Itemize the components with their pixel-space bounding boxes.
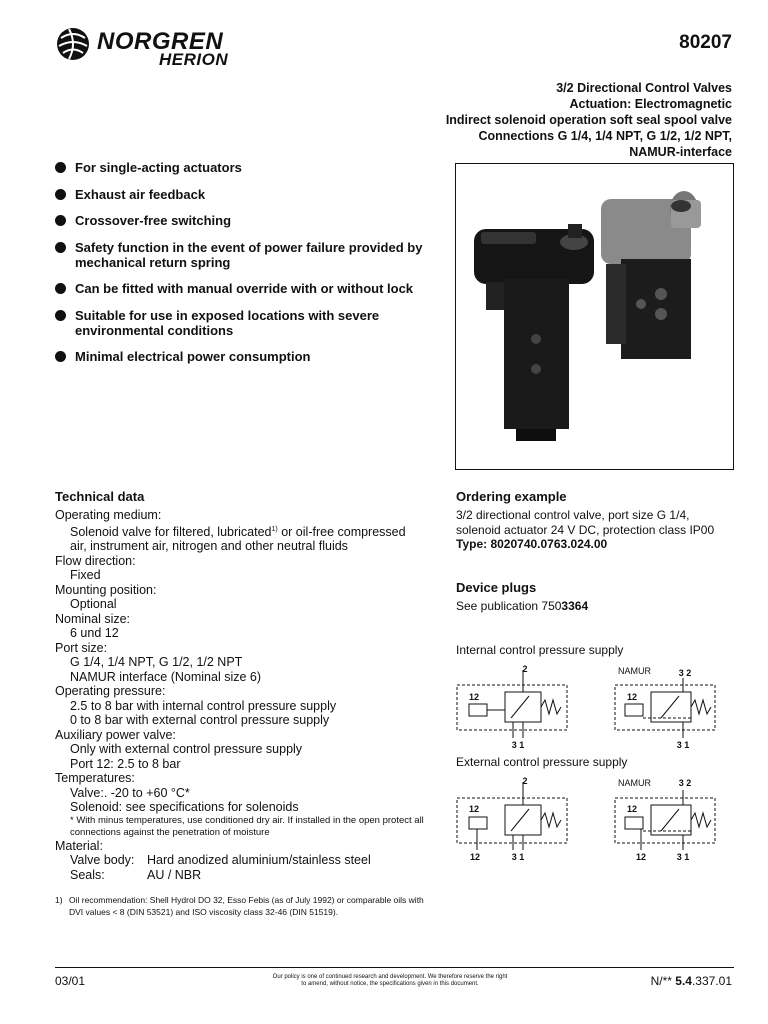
spec-value: 6 und 12 [70, 626, 119, 641]
valve-symbols-diagram [455, 660, 745, 870]
namur-label: NAMUR [618, 778, 651, 788]
ref-section: 5.4 [675, 974, 692, 988]
port-label: 2 [522, 664, 528, 674]
spec-value: Valve:. -20 to +60 °C* [70, 785, 190, 800]
globe-icon [55, 26, 91, 62]
spec-label: Nominal size: [55, 611, 131, 626]
feature-item: Minimal electrical power consumption [55, 349, 445, 364]
footnote [55, 894, 435, 918]
product-heading [446, 80, 732, 160]
spec-label: Auxiliary power valve: [55, 727, 176, 742]
spec-value: Hard anodized aluminium/stainless steel [147, 853, 371, 868]
section-title: Technical data [55, 489, 145, 504]
port-label: 3 1 [511, 852, 525, 862]
spec-value: Solenoid: see specifications for solenoids [70, 800, 299, 815]
spec-value-text: Solenoid valve for filtered, lubricated [70, 524, 272, 539]
ordering-text: solenoid actuator 24 V DC, protection class IP00 [456, 522, 715, 537]
footer-date: 03/01 [55, 974, 86, 988]
footnote-mark: 1) [55, 895, 63, 905]
spec-value: G 1/4, 1/4 NPT, G 1/2, 1/2 NPT [70, 655, 243, 670]
spec-label: Port size: [55, 640, 108, 655]
heading-line: Connections G 1/4, 1/4 NPT, G 1/2, 1/2 NPT, [478, 129, 732, 143]
ordering-text: 3/2 directional control valve, port size G 1/4, [456, 508, 690, 522]
footer-reference [651, 974, 732, 988]
port-label: 3 1 [676, 852, 690, 862]
plugs-text-a: See publication 750 [456, 599, 562, 613]
ref-prefix: N/** [650, 974, 676, 988]
spec-value: Port 12: 2.5 to 8 bar [70, 756, 181, 771]
feature-item: Safety function in the event of power failure provided by mechanical return spring [55, 240, 445, 270]
ordering-type: Type: 8020740.0763.024.00 [456, 537, 608, 551]
port-label: 3 1 [511, 740, 525, 750]
material-row [55, 853, 435, 868]
section-title: Ordering example [456, 489, 567, 504]
feature-item: For single-acting actuators [55, 160, 445, 175]
brand-name: NORGREN [97, 28, 224, 55]
plugs-text [456, 599, 746, 614]
port-label: 3 2 [678, 668, 692, 678]
spec-label: Mounting position: [55, 582, 157, 597]
port-label: 12 [469, 852, 481, 862]
feature-item: Exhaust air feedback [55, 187, 445, 202]
namur-label: NAMUR [618, 666, 651, 676]
port-label: 12 [469, 804, 480, 814]
footer-policy [230, 974, 550, 988]
document-number: 80207 [679, 32, 732, 53]
technical-data [55, 489, 435, 882]
spec-value: Optional [70, 597, 117, 612]
heading-line: NAMUR-interface [629, 145, 732, 159]
plugs-text-b: 3364 [561, 599, 589, 613]
feature-item: Can be fitted with manual override with or without lock [55, 281, 445, 296]
heading-line: Indirect solenoid operation soft seal spool valve [445, 113, 732, 127]
footer-divider [55, 967, 734, 968]
material-row [55, 868, 435, 883]
spec-label: Operating medium: [55, 508, 162, 522]
footnote-text: Oil recommendation: Shell Hydrol DO 32, Esso Febis (as of July 1992) or comparable oils with DVI values < 8 (DIN 53521) and ISO viscosity class 32-46 (DIN 51519). [69, 895, 424, 917]
spec-label: Valve body: [70, 853, 135, 868]
port-label: 2 [522, 776, 528, 786]
valve-photo-image [456, 164, 733, 469]
external-caption: External control pressure supply [456, 755, 628, 769]
section-title: Device plugs [456, 580, 537, 595]
internal-caption: Internal control pressure supply [456, 643, 624, 657]
spec-label: Operating pressure: [55, 684, 166, 699]
spec-value: air, instrument air, nitrogen and other neutral fluids [70, 539, 348, 554]
spec-value: NAMUR interface (Nominal size 6) [70, 669, 262, 684]
policy-line: Our policy is one of continued research and development. We therefore reserve the right [272, 974, 508, 980]
heading-line: 3/2 Directional Control Valves [556, 81, 732, 95]
spec-value: 0 to 8 bar with external control pressure supply [70, 713, 330, 728]
ordering-example [456, 489, 746, 552]
feature-list [55, 160, 445, 376]
port-label: 3 2 [678, 778, 692, 788]
feature-item: Crossover-free switching [55, 213, 445, 228]
feature-item: Suitable for use in exposed locations with severe environmental conditions [55, 308, 445, 338]
spec-label: Flow direction: [55, 553, 136, 568]
spec-label: Temperatures: [55, 771, 135, 786]
ref-suffix: .337.01 [691, 974, 732, 988]
port-label: 12 [627, 804, 638, 814]
spec-label: Seals: [70, 867, 105, 882]
temperature-note: * With minus temperatures, use conditioned dry air. If installed in the open protect all connections against the penetration of moisture [70, 814, 424, 838]
spec-value: Only with external control pressure supply [70, 742, 303, 757]
spec-value: AU / NBR [147, 867, 202, 882]
policy-line: to amend, without notice, the specifications given in this document. [301, 981, 479, 987]
port-label: 12 [635, 852, 647, 862]
norgren-logo [55, 26, 270, 70]
port-label: 3 1 [676, 740, 690, 750]
spec-label: Material: [55, 838, 103, 853]
spec-value-text: or oil-free compressed [277, 524, 406, 539]
port-label: 12 [469, 692, 480, 702]
spec-value: Fixed [70, 568, 101, 583]
spec-value: 2.5 to 8 bar with internal control pressure supply [70, 698, 337, 713]
footnote-ref: 1) [271, 525, 278, 533]
brand-sub: HERION [159, 50, 229, 69]
port-label: 12 [627, 692, 638, 702]
heading-line: Actuation: Electromagnetic [569, 97, 732, 111]
device-plugs [456, 580, 746, 614]
product-photo [455, 163, 734, 470]
spec-value [55, 523, 435, 540]
